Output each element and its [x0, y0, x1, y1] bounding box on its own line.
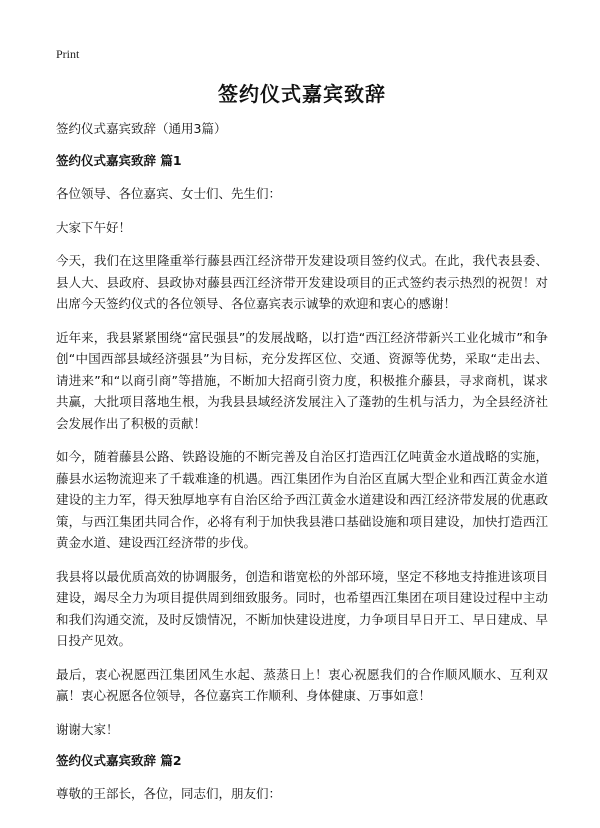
paragraph-opening: 今天，我们在这里隆重举行藤县西江经济带开发建设项目签约仪式。在此，我代表县委、县人大、县政府、县政协对藤县西江经济带开发建设项目的正式签约表示热烈的祝贺！对出席今天签约仪式的各位领导、各位嘉宾表示诚挚的欢迎和衷心的感谢！ [56, 253, 548, 311]
print-link[interactable]: Print [56, 47, 80, 61]
paragraph-commitment: 我县将以最优质高效的协调服务，创造和谐宽松的外部环境，坚定不移地支持推进该项目建设，竭尽全力为项目提供周到细致服务。同时，也希望西江集团在项目建设过程中主动和我们沟通交流，及时反馈情况，不断加快建设进度，力争项目早日开工、早日建成、早日投产见效。 [56, 568, 548, 648]
paragraph-opportunity: 如今，随着藤县公路、铁路设施的不断完善及自治区打造西江亿吨黄金水道战略的实施，藤县水运物流迎来了千载难逢的机遇。西江集团作为自治区直属大型企业和西江黄金水道建设的主力军，得天独厚地享有自治区给予西江黄金水道建设和西江经济带发展的优惠政策，与西江集团共同合作，必将有利于加快我县港口基础设施和项目建设，加快打造西江黄金水道、建设西江经济带的步伐。 [56, 449, 548, 550]
paragraph-development: 近年来，我县紧紧围绕“富民强县”的发展战略，以打造“西江经济带新兴工业化城市”和争创“中国西部县域经济强县”为目标，充分发挥区位、交通、资源等优势，采取“走出去、请进来”和“以商引商”等措施，不断加大招商引资力度，积极推介藤县，寻求商机，谋求共赢，大批项目落地生根，为我县县域经济发展注入了蓬勃的生机与活力，为全县经济社会发展作出了积极的贡献！ [56, 329, 548, 431]
page-title: 签约仪式嘉宾致辞 [218, 82, 386, 106]
section-heading-2: 签约仪式嘉宾致辞 篇2 [56, 753, 182, 768]
paragraph-thanks: 谢谢大家！ [56, 721, 119, 737]
paragraph-section2-salutation: 尊敬的王部长，各位，同志们，朋友们： [56, 786, 282, 801]
paragraph-salutation: 各位领导、各位嘉宾、女士们、先生们： [56, 186, 282, 201]
section-heading-1: 签约仪式嘉宾致辞 篇1 [56, 153, 182, 168]
paragraph-greeting: 大家下午好！ [56, 219, 132, 235]
document-subtitle: 签约仪式嘉宾致辞（通用3篇） [56, 121, 227, 136]
document-body [56, 120, 548, 817]
paragraph-wishes: 最后，衷心祝愿西江集团风生水起、蒸蒸日上！衷心祝愿我们的合作顺风顺水、互利双赢！衷心祝愿各位领导，各位嘉宾工作顺利、身体健康、万事如意！ [56, 666, 548, 703]
